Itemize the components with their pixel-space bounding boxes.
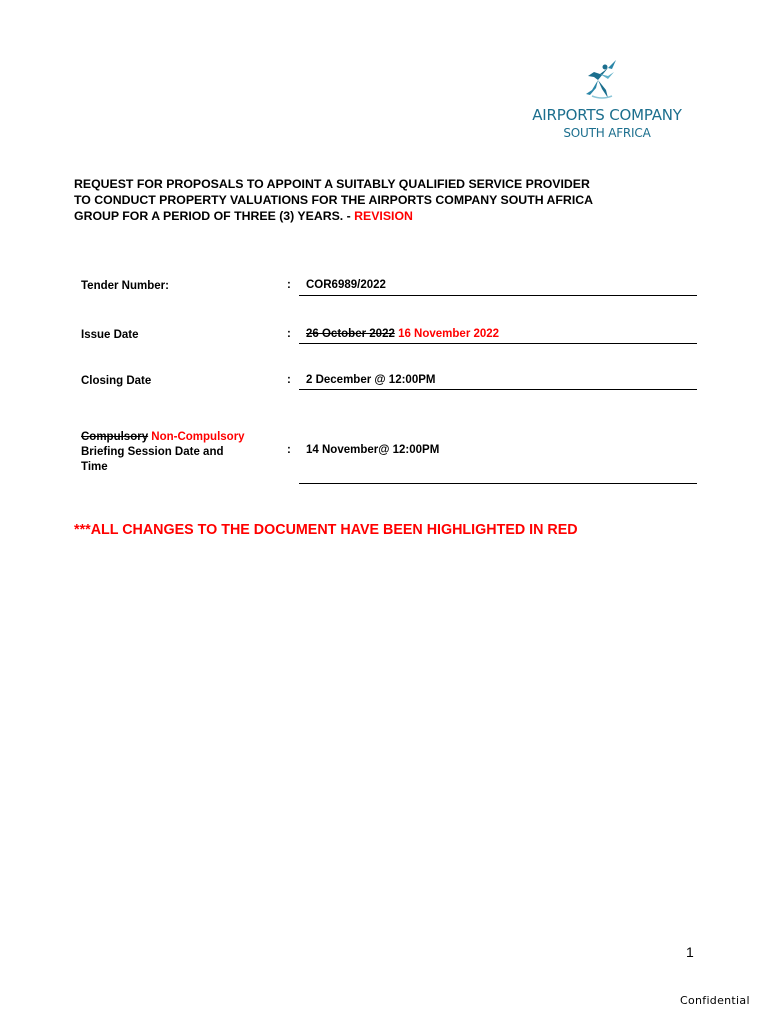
briefing-session-label — [81, 430, 245, 475]
briefing-label-old: Compulsory — [81, 431, 149, 443]
briefing-session-rule — [299, 483, 697, 484]
issue-date-label: Issue Date — [81, 329, 139, 341]
title-line-3 — [74, 208, 704, 224]
briefing-session-colon: : — [287, 444, 291, 456]
issue-date-colon: : — [287, 328, 291, 340]
document-title — [74, 176, 704, 224]
logo-company-name: AIRPORTS COMPANY — [532, 106, 682, 124]
closing-date-label: Closing Date — [81, 375, 152, 387]
runner-bird-icon — [578, 58, 622, 102]
company-logo — [512, 54, 702, 146]
briefing-label-new: Non-Compulsory — [151, 431, 245, 443]
briefing-label-line-3: Time — [81, 461, 108, 473]
changes-notice: ***ALL CHANGES TO THE DOCUMENT HAVE BEEN HIGHLIGHTED IN RED — [74, 522, 578, 538]
logo-company-subtitle: SOUTH AFRICA — [563, 126, 651, 140]
issue-date-value — [306, 328, 499, 340]
tender-number-value: COR6989/2022 — [306, 279, 386, 291]
issue-date-rule — [299, 343, 697, 344]
closing-date-rule — [299, 389, 697, 390]
closing-date-value: 2 December @ 12:00PM — [306, 374, 436, 386]
closing-date-colon: : — [287, 374, 291, 386]
page-number: 1 — [686, 944, 694, 960]
briefing-label-line-1 — [81, 430, 245, 445]
tender-number-colon: : — [287, 279, 291, 291]
title-line-1: REQUEST FOR PROPOSALS TO APPOINT A SUITABLY QUALIFIED SERVICE PROVIDER — [74, 177, 590, 191]
issue-date-old: 26 October 2022 — [306, 328, 395, 340]
title-line-3-text: GROUP FOR A PERIOD OF THREE (3) YEARS. - — [74, 209, 351, 223]
confidential-footer: Confidential — [680, 994, 750, 1007]
title-line-2: TO CONDUCT PROPERTY VALUATIONS FOR THE AIRPORTS COMPANY SOUTH AFRICA — [74, 193, 593, 207]
tender-number-rule — [299, 295, 697, 296]
tender-number-label: Tender Number: — [81, 280, 169, 292]
briefing-session-value: 14 November@ 12:00PM — [306, 444, 440, 456]
briefing-label-line-2: Briefing Session Date and — [81, 446, 224, 458]
issue-date-new: 16 November 2022 — [398, 328, 500, 340]
revision-label: REVISION — [354, 209, 413, 223]
